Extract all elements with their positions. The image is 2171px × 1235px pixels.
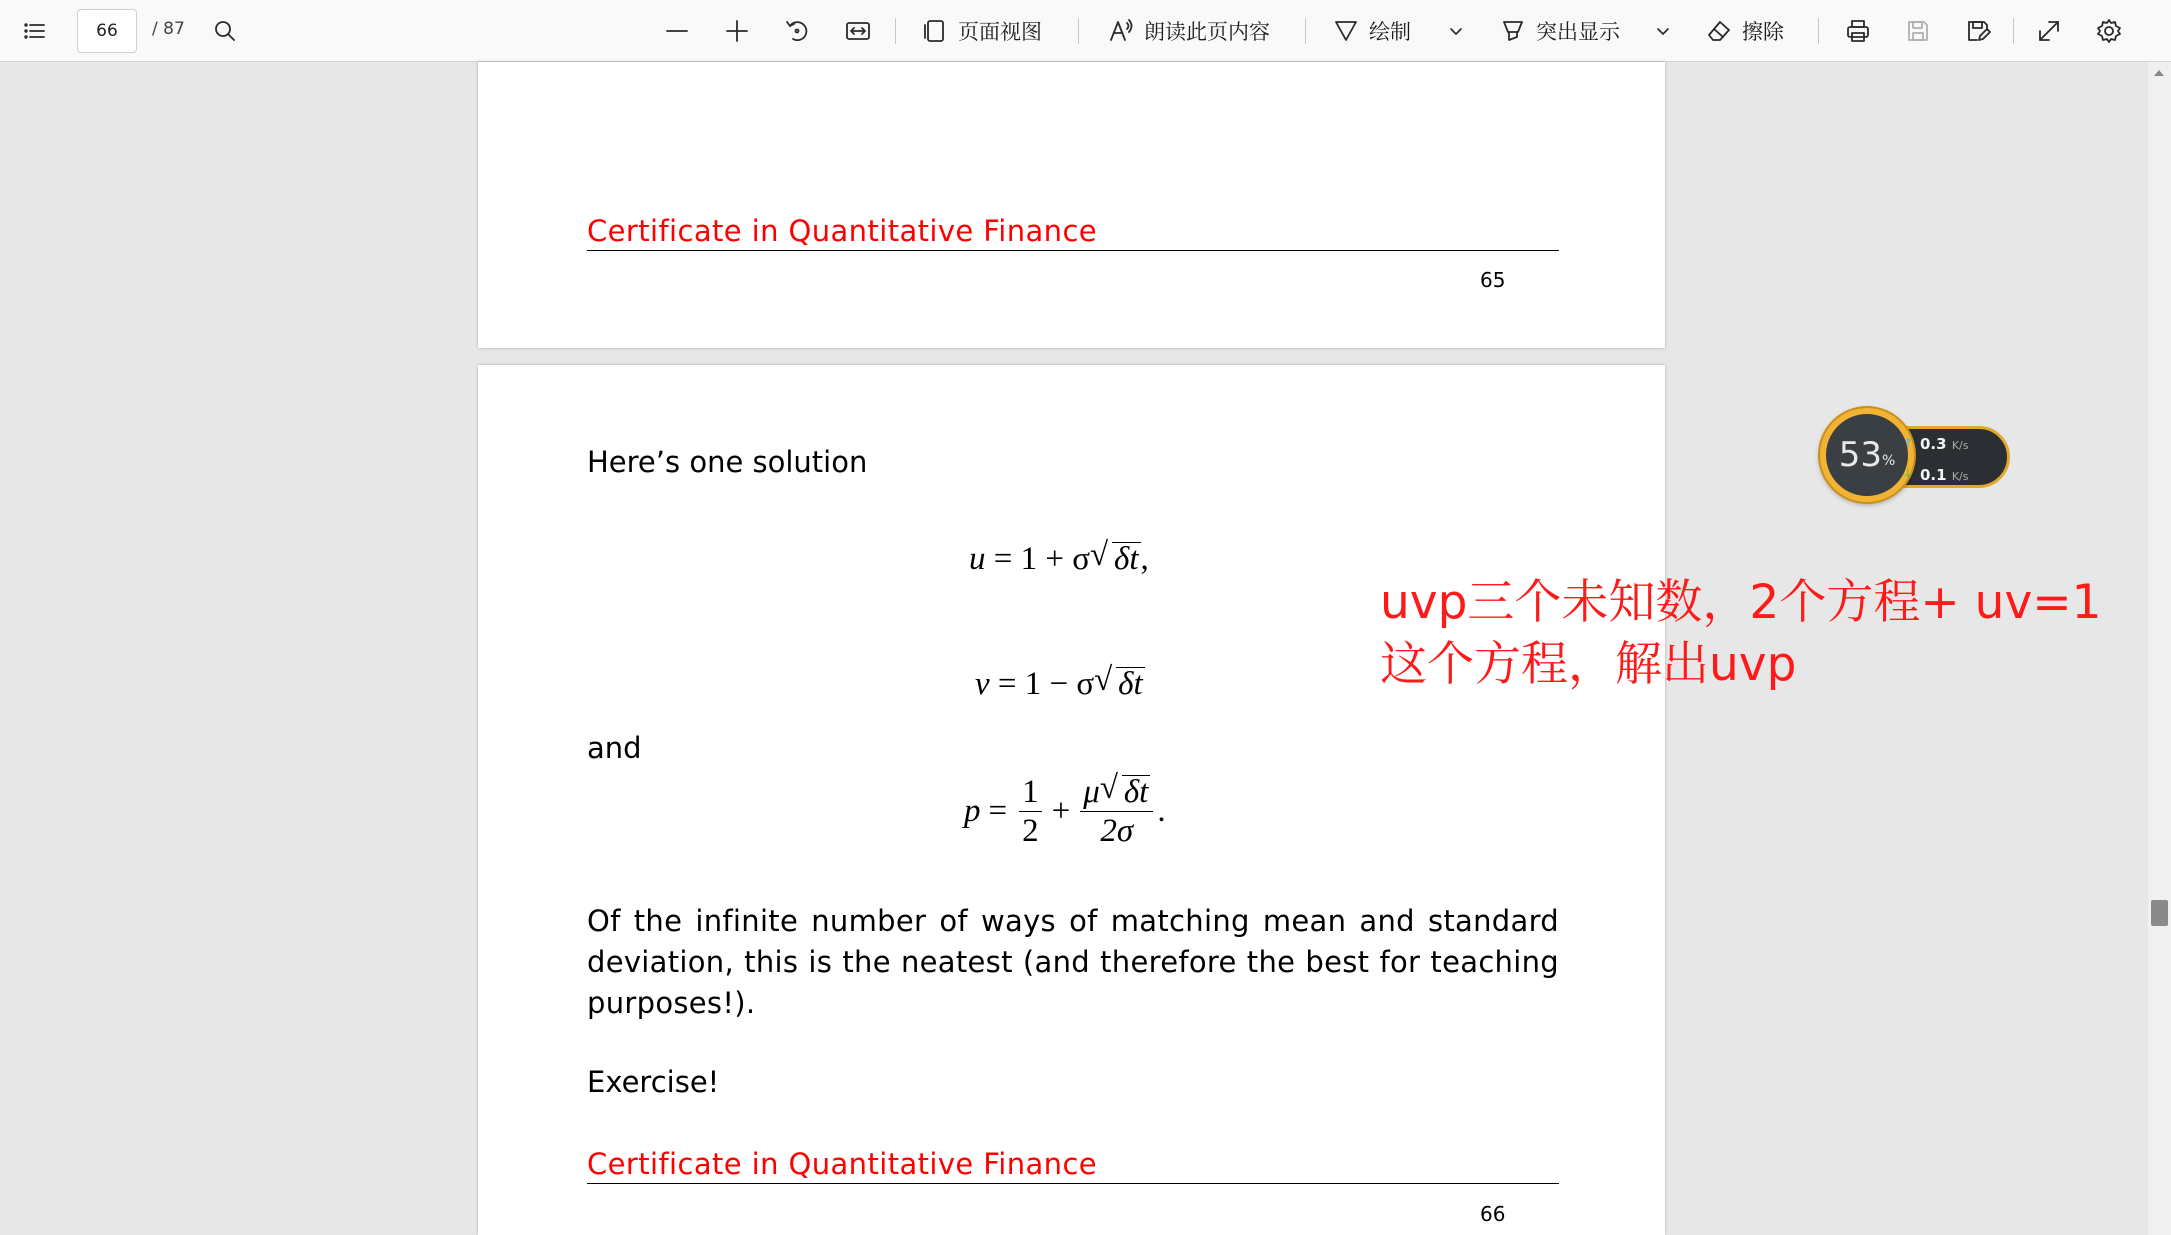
read-aloud-label: 朗读此页内容 — [1144, 20, 1270, 44]
list-icon — [22, 18, 48, 44]
toolbar-divider — [2013, 18, 2014, 44]
rotate-button[interactable] — [784, 0, 810, 62]
page-view-button[interactable] — [922, 0, 1042, 62]
chevron-down-icon — [1447, 22, 1465, 40]
upload-arrow-icon: ↑ — [1903, 436, 1914, 450]
page-number: 66 — [1480, 1202, 1506, 1226]
gear-icon — [2096, 18, 2122, 44]
save-icon — [1905, 18, 1931, 44]
draw-options-dropdown[interactable] — [1447, 0, 1465, 62]
usage-percent-sign: % — [1881, 453, 1896, 469]
toolbar-divider — [1078, 18, 1079, 44]
page-view-icon — [922, 18, 948, 44]
pdf-toolbar — [0, 0, 2171, 62]
page-number: 65 — [1480, 268, 1506, 292]
fraction-one-half — [1019, 773, 1042, 850]
eq-v-radicand: δt — [1118, 666, 1143, 702]
toolbar-divider — [1305, 18, 1306, 44]
search-button[interactable] — [212, 0, 238, 62]
eq-u-lhs: u — [969, 541, 986, 577]
vertical-scrollbar[interactable] — [2148, 62, 2171, 1235]
printer-icon — [1845, 18, 1871, 44]
sqrt-symbol — [1090, 541, 1141, 578]
eraser-icon — [1706, 18, 1732, 44]
equation-v — [975, 666, 1145, 703]
draw-button[interactable] — [1333, 0, 1411, 62]
eq-u-rhs: = 1 + σ — [993, 541, 1091, 577]
memory-usage-circle — [1820, 408, 1914, 502]
pdf-page-66 — [478, 365, 1665, 1235]
total-pages-label: / 87 — [152, 19, 185, 39]
scrollbar-thumb[interactable] — [2151, 900, 2168, 926]
save-as-icon — [1965, 18, 1991, 44]
intro-text: Here’s one solution — [587, 445, 868, 479]
highlighter-icon — [1500, 18, 1526, 44]
equation-p — [964, 773, 1166, 850]
fit-width-button[interactable] — [845, 0, 871, 62]
pen-icon — [1333, 18, 1359, 44]
eq-p-end: . — [1157, 793, 1166, 829]
frac2-numerator — [1080, 773, 1153, 812]
save-button[interactable] — [1905, 0, 1931, 62]
fit-width-icon — [845, 18, 871, 44]
highlight-label: 突出显示 — [1536, 20, 1620, 44]
usage-percent: 53 — [1838, 435, 1882, 475]
table-of-contents-button[interactable] — [22, 0, 48, 62]
erase-label: 擦除 — [1742, 20, 1784, 44]
print-button[interactable] — [1845, 0, 1871, 62]
chevron-down-icon — [1654, 22, 1672, 40]
annotation-note — [1380, 572, 2140, 696]
download-unit: K/s — [1951, 470, 1969, 483]
eq-v-lhs: v — [975, 666, 990, 702]
erase-button[interactable] — [1706, 0, 1784, 62]
download-value: 0.1 — [1920, 466, 1947, 484]
frac2-mu: μ — [1083, 774, 1100, 810]
exercise-text: Exercise! — [587, 1065, 720, 1099]
eq-u-radicand: δt — [1114, 541, 1139, 577]
highlight-options-dropdown[interactable] — [1654, 0, 1672, 62]
eq-p-plus: + — [1051, 793, 1071, 829]
upload-rate — [1920, 435, 1968, 453]
zoom-out-button[interactable] — [664, 0, 690, 62]
read-aloud-icon — [1108, 18, 1134, 44]
page-footer-title: Certificate in Quantitative Finance — [587, 1147, 1559, 1184]
page-number-input[interactable] — [77, 9, 137, 53]
frac2-denominator: 2σ — [1100, 813, 1134, 849]
draw-label: 绘制 — [1369, 20, 1411, 44]
search-icon — [212, 18, 238, 44]
annotation-line-2: 这个方程，解出uvp — [1380, 637, 1797, 692]
frac2-radicand: δt — [1123, 774, 1149, 810]
settings-button[interactable] — [2096, 0, 2122, 62]
download-arrow-icon: ↓ — [1903, 466, 1914, 480]
expand-icon — [2036, 18, 2062, 44]
eq-u-end: , — [1140, 541, 1149, 577]
upload-value: 0.3 — [1920, 435, 1947, 453]
scroll-up-arrow-icon[interactable] — [2154, 70, 2164, 76]
fraction-mu-over-two-sigma — [1080, 773, 1153, 850]
eq-p-equals: = — [988, 793, 1008, 829]
frac1-numerator: 1 — [1019, 773, 1042, 812]
pdf-page-65 — [478, 62, 1665, 348]
equation-u — [969, 541, 1149, 578]
page-view-label: 页面视图 — [958, 20, 1042, 44]
save-as-button[interactable] — [1965, 0, 1991, 62]
minus-icon — [664, 18, 690, 44]
frac1-denominator: 2 — [1022, 813, 1039, 849]
plus-icon — [724, 18, 750, 44]
page-footer-title: Certificate in Quantitative Finance — [587, 214, 1559, 251]
zoom-in-button[interactable] — [724, 0, 750, 62]
eq-v-rhs: = 1 − σ — [997, 666, 1095, 702]
fullscreen-button[interactable] — [2036, 0, 2062, 62]
toolbar-divider — [895, 18, 896, 44]
toolbar-divider — [1818, 18, 1819, 44]
read-aloud-button[interactable] — [1108, 0, 1270, 62]
eq-p-lhs: p — [964, 793, 981, 829]
download-rate — [1920, 466, 1968, 484]
and-text: and — [587, 731, 642, 765]
annotation-line-1: uvp三个未知数，2个方程+ uv=1 — [1380, 575, 2102, 630]
rotate-icon — [784, 18, 810, 44]
body-paragraph: Of the infinite number of ways of matching mean and standard deviation, this is the neatest (and therefore the best for teaching purposes!). — [587, 904, 1559, 1020]
network-speed-widget[interactable] — [1820, 408, 2010, 502]
upload-unit: K/s — [1951, 439, 1969, 452]
sqrt-symbol — [1094, 666, 1145, 703]
sqrt-symbol — [1100, 773, 1151, 811]
highlight-button[interactable] — [1500, 0, 1620, 62]
